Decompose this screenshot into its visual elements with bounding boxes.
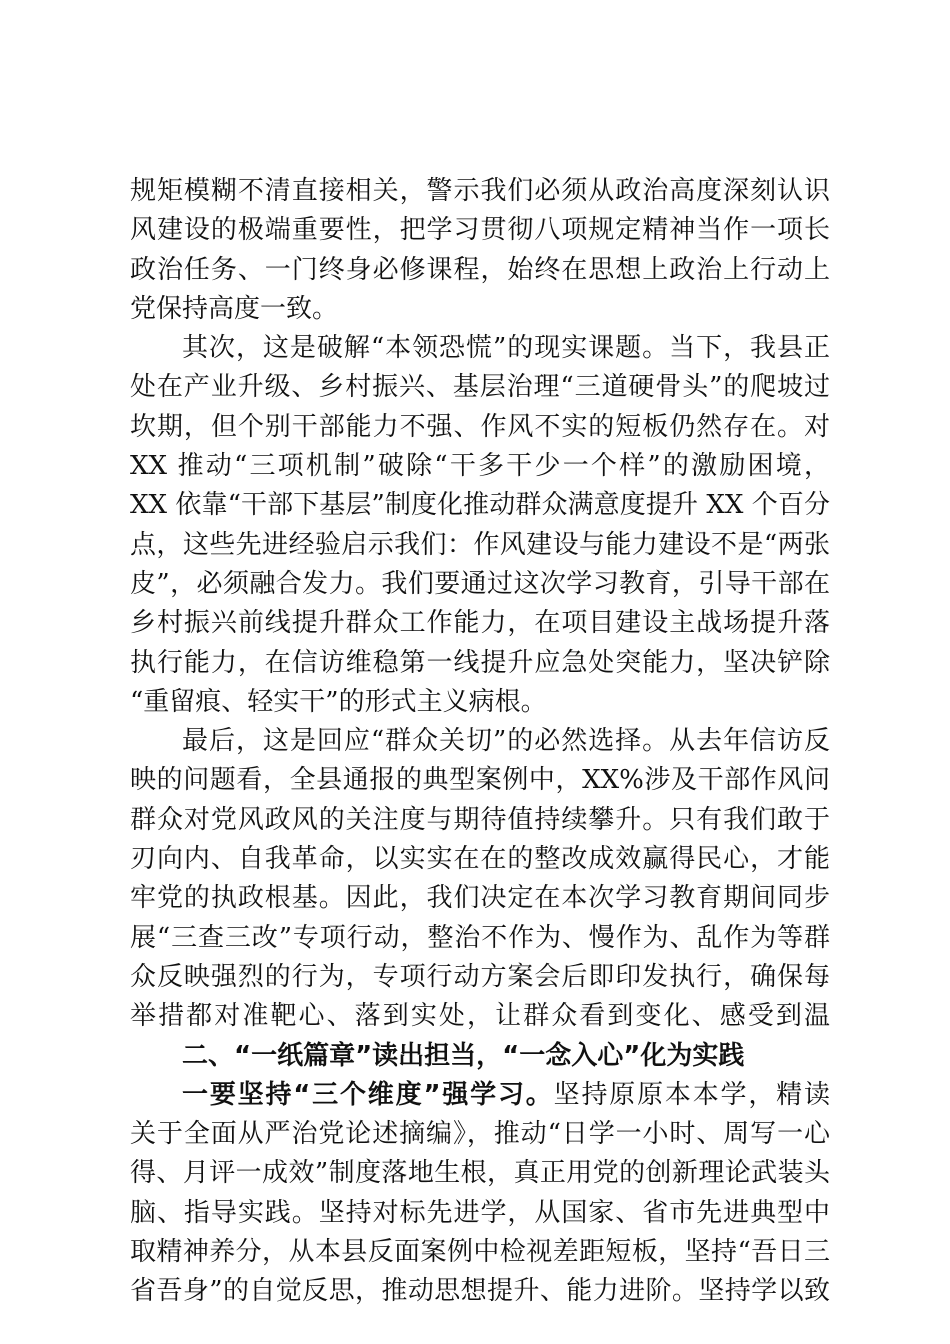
text-line: 举措都对准靶心、落到实处，让群众看到变化、感受到温 [130,1001,830,1032]
paragraph-2 [130,329,830,722]
text-line: 坎期，但个别干部能力不强、作风不实的短板仍然存在。对 [130,411,830,442]
text-line: 处在产业升级、乡村振兴、基层治理“三道硬骨头”的爬坡过 [130,372,830,403]
text-line: 省吾身”的自觉反思，推动思想提升、能力进阶。坚持学以致 [130,1276,830,1307]
paragraph-1 [130,172,830,329]
bold-lead-sentence: 一要坚持“三个维度”强学习。 [182,1079,554,1110]
text-line: 脑、指导实践。坚持对标先进学，从国家、省市先进典型中 [130,1197,830,1228]
text-line: 政治任务、一门终身必修课程，始终在思想上政治上行动上 [130,254,830,285]
text-line: 众反映强烈的行为，专项行动方案会后即印发执行，确保每 [130,961,830,992]
section-heading: 二、“一纸篇章”读出担当，“一念入心”化为实践 [182,1040,745,1071]
text-line: XX 推动“三项机制”破除“干多干少一个样”的激励困境， [130,451,830,482]
text-line: 皮”，必须融合发力。我们要通过这次学习教育，引导干部在 [130,568,830,599]
text-line: 党保持高度一致。 [130,293,339,324]
text-line [130,1076,830,1115]
text-run: 坚持原原本本学，精读 [553,1079,830,1110]
text-line: 点，这些先进经验启示我们：作风建设与能力建设不是“两张 [130,529,830,560]
paragraph-4 [130,1076,830,1312]
text-line: 最后，这是回应“群众关切”的必然选择。从去年信访反 [182,726,830,757]
text-line: 风建设的极端重要性，把学习贯彻八项规定精神当作一项长 [130,215,830,246]
text-line: 得、月评一成效”制度落地生根，真正用党的创新理论武装头 [130,1158,830,1189]
text-line: 关于全面从严治党论述摘编》，推动“日学一小时、周写一心 [130,1119,830,1150]
text-line: 取精神养分，从本县反面案例中检视差距短板，坚持“吾日三 [130,1237,830,1268]
text-line: 刃向内、自我革命，以实实在在的整改成效赢得民心，才能 [130,844,830,875]
document-body [130,172,830,1312]
text-line: 映的问题看，全县通报的典型案例中，XX%涉及干部作风问 [130,765,830,796]
text-line: 牢党的执政根基。因此，我们决定在本次学习教育期间同步 [130,883,830,914]
text-line: 规矩模糊不清直接相关，警示我们必须从政治高度深刻认识 [130,176,830,206]
paragraph-3 [130,722,830,1036]
text-line: 其次，这是破解“本领恐慌”的现实课题。当下，我县正 [182,333,830,364]
text-line: 乡村振兴前线提升群众工作能力，在项目建设主战场提升落 [130,608,830,639]
text-line: 展“三查三改”专项行动，整治不作为、慢作为、乱作为等群 [130,922,830,953]
text-line: XX 依靠“干部下基层”制度化推动群众满意度提升 XX 个百分 [130,490,830,521]
text-line: 执行能力，在信访维稳第一线提升应急处突能力，坚决铲除 [130,647,830,678]
text-line: “重留痕、轻实干”的形式主义病根。 [130,686,547,717]
text-line: 群众对党风政风的关注度与期待值持续攀升。只有我们敢于 [130,804,830,835]
